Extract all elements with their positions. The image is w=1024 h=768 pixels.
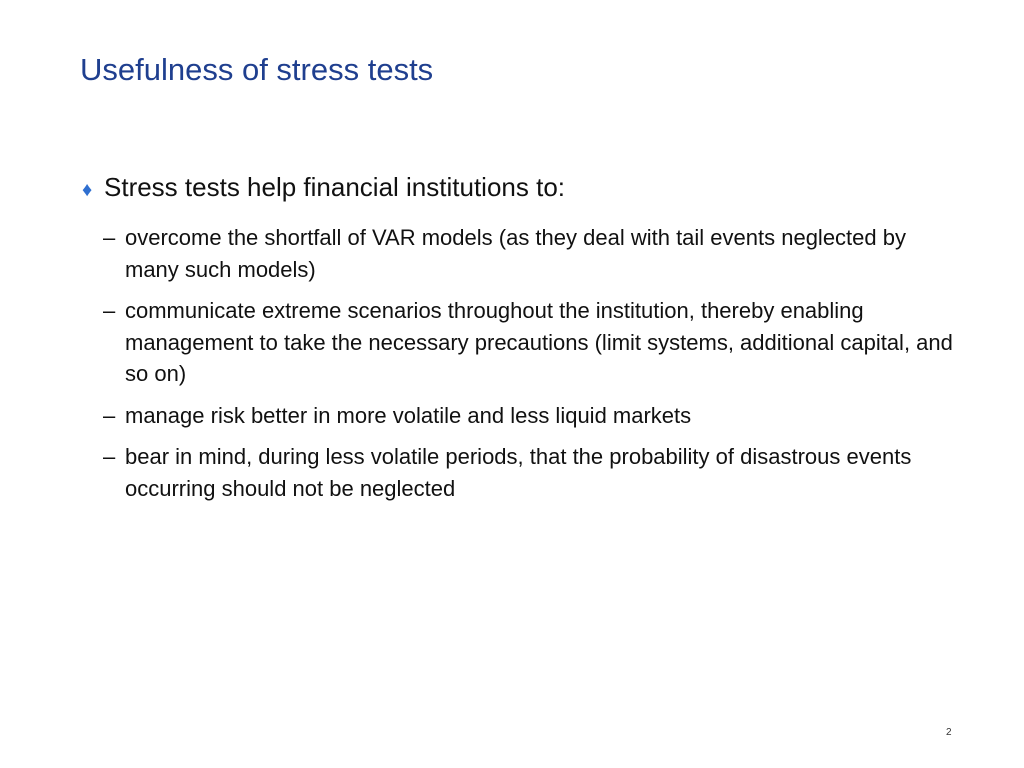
- dash-bullet-icon: –: [103, 298, 116, 323]
- main-bullet: [82, 172, 962, 203]
- sub-bullet-item: [103, 295, 963, 390]
- sub-bullet-item: [103, 400, 963, 432]
- dash-bullet-icon: –: [103, 402, 116, 428]
- dash-bullet-icon: –: [103, 444, 116, 469]
- sub-bullet-text: manage risk better in more volatile and less liquid markets: [125, 402, 692, 428]
- main-bullet-text: Stress tests help financial institutions to:: [104, 172, 566, 202]
- page-number: 2: [946, 727, 952, 738]
- sub-bullet-list: [103, 222, 963, 514]
- sub-bullet-item: [103, 441, 963, 504]
- diamond-bullet-icon: ♦: [82, 179, 93, 201]
- slide-title: Usefulness of stress tests: [80, 52, 434, 87]
- sub-bullet-text: overcome the shortfall of VAR models (as they deal with tail events neglected by many such models): [125, 225, 906, 282]
- sub-bullet-text: communicate extreme scenarios throughout the institution, thereby enabling management to take the necessary precautions (limit systems, additional capital, and so on): [125, 298, 953, 386]
- dash-bullet-icon: –: [103, 225, 116, 250]
- sub-bullet-item: [103, 222, 963, 285]
- sub-bullet-text: bear in mind, during less volatile periods, that the probability of disastrous events occurring should not be neglected: [125, 444, 912, 501]
